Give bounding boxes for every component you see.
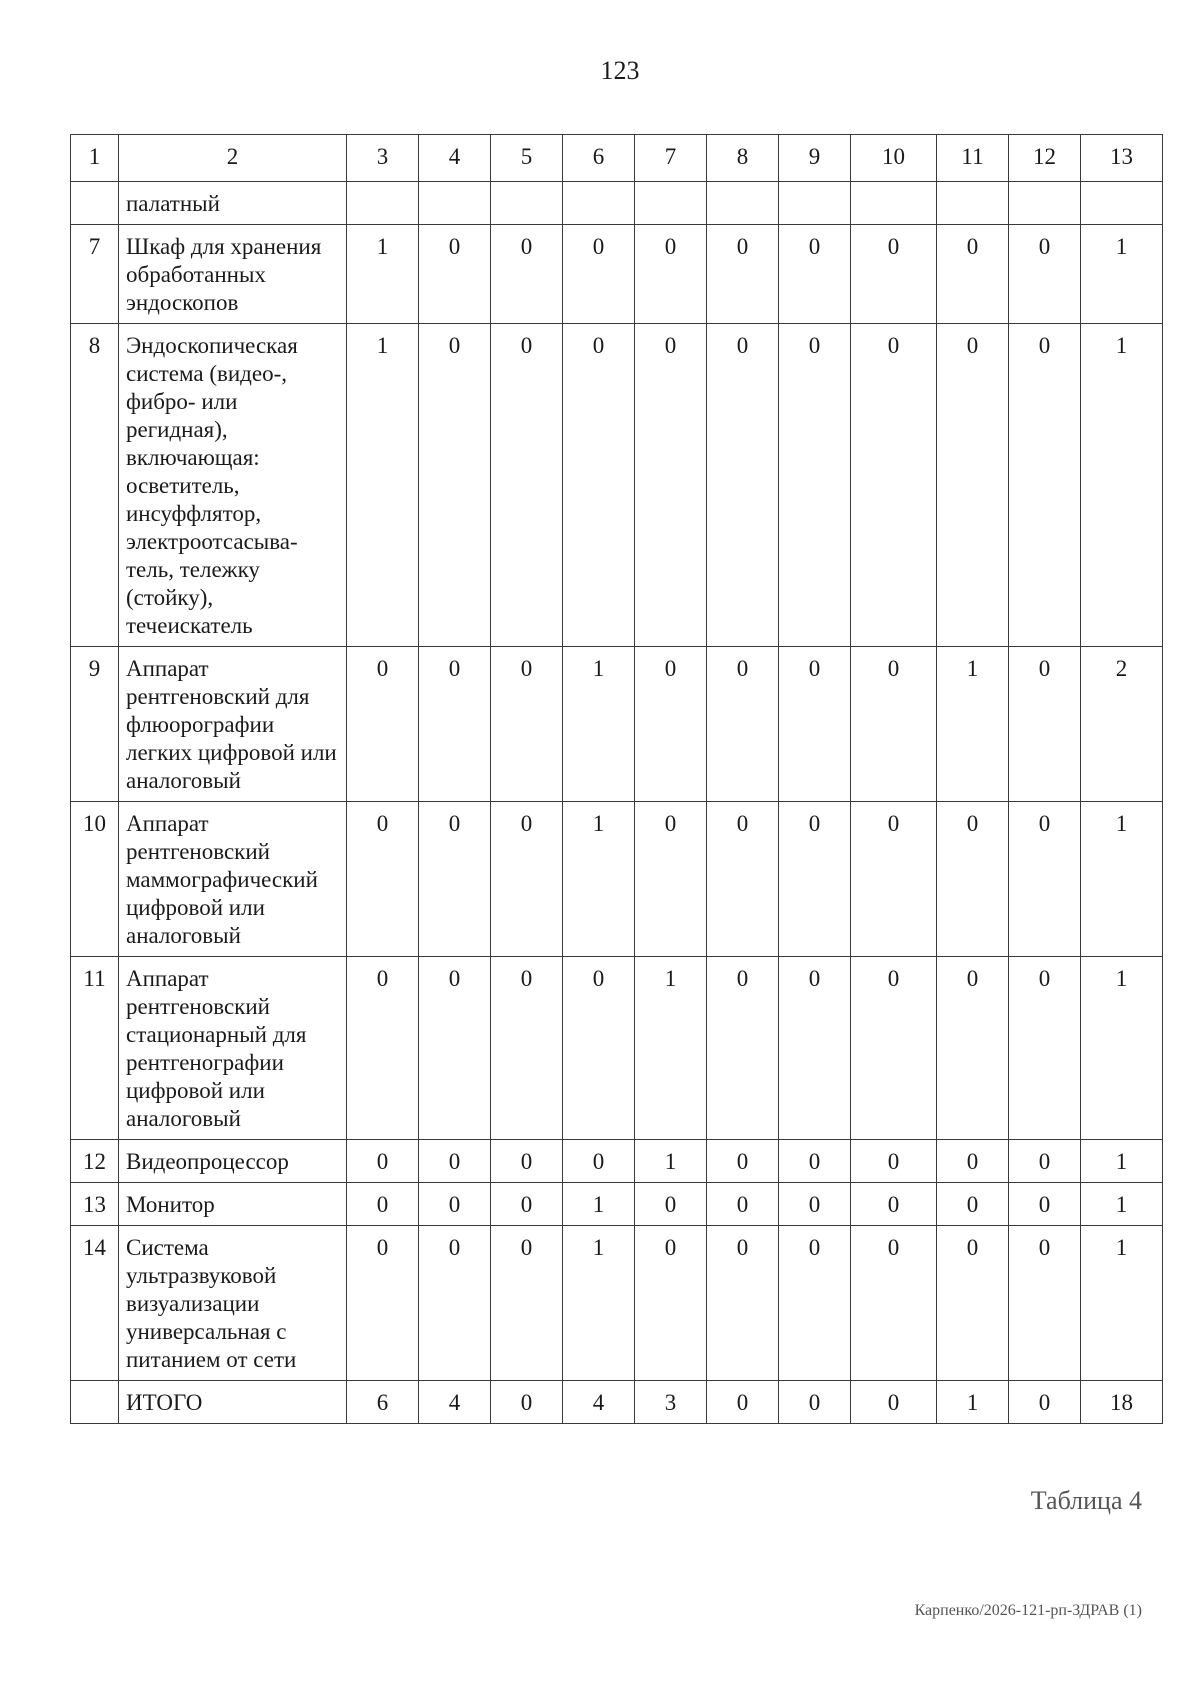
quantity-cell: 0: [779, 324, 851, 647]
quantity-cell: 0: [635, 802, 707, 957]
row-number-cell: 11: [71, 957, 119, 1140]
quantity-cell: [851, 182, 937, 225]
header-cell: 12: [1009, 135, 1081, 182]
quantity-cell: 0: [635, 1183, 707, 1226]
quantity-cell: 0: [779, 225, 851, 324]
row-number-cell: 13: [71, 1183, 119, 1226]
quantity-cell: 0: [851, 1381, 937, 1424]
equipment-name-cell: Аппарат рентгеновский маммографический цифровой или аналоговый: [119, 802, 347, 957]
quantity-cell: 2: [1081, 647, 1163, 802]
table-row: [71, 182, 1163, 225]
quantity-cell: [779, 182, 851, 225]
quantity-cell: 0: [1009, 1140, 1081, 1183]
quantity-cell: 0: [851, 225, 937, 324]
table-row: [71, 1381, 1163, 1424]
quantity-cell: 6: [347, 1381, 419, 1424]
quantity-cell: 0: [851, 324, 937, 647]
quantity-cell: 0: [937, 957, 1009, 1140]
quantity-cell: [1081, 182, 1163, 225]
table-header-row: [71, 135, 1163, 182]
quantity-cell: 1: [347, 324, 419, 647]
quantity-cell: 0: [419, 1183, 491, 1226]
quantity-cell: 0: [707, 1226, 779, 1381]
row-number-cell: 9: [71, 647, 119, 802]
quantity-cell: 4: [563, 1381, 635, 1424]
quantity-cell: [419, 182, 491, 225]
quantity-cell: 0: [419, 1226, 491, 1381]
quantity-cell: 0: [563, 957, 635, 1140]
quantity-cell: 1: [937, 1381, 1009, 1424]
header-cell: 2: [119, 135, 347, 182]
row-number-cell: [71, 1381, 119, 1424]
quantity-cell: 0: [491, 324, 563, 647]
quantity-cell: 0: [1009, 802, 1081, 957]
quantity-cell: 0: [347, 802, 419, 957]
quantity-cell: 0: [937, 802, 1009, 957]
equipment-name-cell: ИТОГО: [119, 1381, 347, 1424]
quantity-cell: 0: [419, 1140, 491, 1183]
table-caption: Таблица 4: [1030, 1486, 1142, 1515]
quantity-cell: 0: [491, 1140, 563, 1183]
quantity-cell: 1: [1081, 1140, 1163, 1183]
quantity-cell: 1: [1081, 957, 1163, 1140]
quantity-cell: 0: [707, 324, 779, 647]
quantity-cell: 0: [419, 802, 491, 957]
header-cell: 3: [347, 135, 419, 182]
quantity-cell: 0: [419, 957, 491, 1140]
quantity-cell: 0: [563, 324, 635, 647]
equipment-name-cell: Шкаф для хранения обработанных эндоскопов: [119, 225, 347, 324]
page-number: 123: [600, 56, 640, 85]
quantity-cell: 0: [779, 802, 851, 957]
table-row: [71, 1140, 1163, 1183]
quantity-cell: 1: [1081, 225, 1163, 324]
quantity-cell: [563, 182, 635, 225]
equipment-name-cell: Аппарат рентгеновский для флюорографии легких цифровой или аналоговый: [119, 647, 347, 802]
quantity-cell: 0: [491, 1226, 563, 1381]
quantity-cell: 0: [347, 1140, 419, 1183]
header-cell: 11: [937, 135, 1009, 182]
quantity-cell: 0: [851, 1183, 937, 1226]
quantity-cell: 1: [635, 1140, 707, 1183]
quantity-cell: 0: [491, 647, 563, 802]
header-cell: 6: [563, 135, 635, 182]
quantity-cell: 0: [779, 1226, 851, 1381]
equipment-name-cell: Видеопроцессор: [119, 1140, 347, 1183]
quantity-cell: 0: [937, 1226, 1009, 1381]
quantity-cell: 0: [851, 647, 937, 802]
table-row: [71, 647, 1163, 802]
quantity-cell: 1: [563, 1183, 635, 1226]
header-cell: 7: [635, 135, 707, 182]
quantity-cell: 0: [491, 1381, 563, 1424]
quantity-cell: 1: [347, 225, 419, 324]
table-row: [71, 1226, 1163, 1381]
quantity-cell: 0: [937, 225, 1009, 324]
row-number-cell: [71, 182, 119, 225]
quantity-cell: [491, 182, 563, 225]
quantity-cell: 0: [779, 1381, 851, 1424]
quantity-cell: 0: [635, 1226, 707, 1381]
quantity-cell: 1: [1081, 802, 1163, 957]
quantity-cell: 0: [779, 1140, 851, 1183]
table-row: [71, 1183, 1163, 1226]
equipment-name-cell: Эндоскопическая система (видео-, фибро- или регидная), включающая: осветитель, инсуффлятор, электроотсасыва-тель, тележку (стойку), течеискатель: [119, 324, 347, 647]
quantity-cell: [1009, 182, 1081, 225]
quantity-cell: 0: [937, 1140, 1009, 1183]
quantity-cell: 0: [1009, 225, 1081, 324]
quantity-cell: 0: [937, 324, 1009, 647]
header-cell: 13: [1081, 135, 1163, 182]
quantity-cell: 1: [563, 1226, 635, 1381]
quantity-cell: 4: [419, 1381, 491, 1424]
table-row: [71, 957, 1163, 1140]
quantity-cell: 0: [851, 957, 937, 1140]
quantity-cell: 0: [707, 647, 779, 802]
header-cell: 8: [707, 135, 779, 182]
quantity-cell: 0: [851, 802, 937, 957]
quantity-cell: [635, 182, 707, 225]
quantity-cell: 1: [635, 957, 707, 1140]
quantity-cell: 0: [347, 957, 419, 1140]
quantity-cell: 0: [779, 957, 851, 1140]
header-cell: 5: [491, 135, 563, 182]
row-number-cell: 8: [71, 324, 119, 647]
equipment-name-cell: Монитор: [119, 1183, 347, 1226]
quantity-cell: 0: [1009, 1183, 1081, 1226]
quantity-cell: 0: [707, 802, 779, 957]
quantity-cell: 0: [1009, 1226, 1081, 1381]
quantity-cell: 1: [1081, 1226, 1163, 1381]
quantity-cell: 0: [419, 647, 491, 802]
quantity-cell: 0: [851, 1226, 937, 1381]
quantity-cell: 0: [707, 1140, 779, 1183]
quantity-cell: 0: [707, 1183, 779, 1226]
row-number-cell: 12: [71, 1140, 119, 1183]
table-row: [71, 324, 1163, 647]
quantity-cell: 0: [1009, 324, 1081, 647]
quantity-cell: 0: [635, 225, 707, 324]
quantity-cell: 0: [851, 1140, 937, 1183]
quantity-cell: 0: [491, 1183, 563, 1226]
row-number-cell: 10: [71, 802, 119, 957]
quantity-cell: 1: [563, 647, 635, 802]
quantity-cell: 0: [1009, 957, 1081, 1140]
quantity-cell: 0: [347, 1183, 419, 1226]
row-number-cell: 14: [71, 1226, 119, 1381]
equipment-table: [70, 134, 1163, 1424]
header-cell: 4: [419, 135, 491, 182]
quantity-cell: 18: [1081, 1381, 1163, 1424]
quantity-cell: 0: [707, 1381, 779, 1424]
quantity-cell: [707, 182, 779, 225]
equipment-name-cell: палатный: [119, 182, 347, 225]
quantity-cell: 1: [1081, 1183, 1163, 1226]
document-footer: Карпенко/2026-121-рп-ЗДРАВ (1): [914, 1602, 1142, 1619]
quantity-cell: 0: [419, 225, 491, 324]
quantity-cell: 0: [563, 225, 635, 324]
quantity-cell: 0: [491, 957, 563, 1140]
table-row: [71, 802, 1163, 957]
row-number-cell: 7: [71, 225, 119, 324]
equipment-name-cell: Система ультразвуковой визуализации универсальная с питанием от сети: [119, 1226, 347, 1381]
quantity-cell: 0: [937, 1183, 1009, 1226]
table-row: [71, 225, 1163, 324]
quantity-cell: 0: [347, 1226, 419, 1381]
quantity-cell: 0: [707, 225, 779, 324]
quantity-cell: [937, 182, 1009, 225]
quantity-cell: 0: [779, 647, 851, 802]
header-cell: 1: [71, 135, 119, 182]
equipment-name-cell: Аппарат рентгеновский стационарный для рентгенографии цифровой или аналоговый: [119, 957, 347, 1140]
quantity-cell: 3: [635, 1381, 707, 1424]
quantity-cell: 1: [563, 802, 635, 957]
quantity-cell: 1: [937, 647, 1009, 802]
header-cell: 10: [851, 135, 937, 182]
quantity-cell: 0: [563, 1140, 635, 1183]
quantity-cell: 0: [1009, 647, 1081, 802]
quantity-cell: [347, 182, 419, 225]
quantity-cell: 0: [491, 225, 563, 324]
quantity-cell: 0: [1009, 1381, 1081, 1424]
quantity-cell: 0: [491, 802, 563, 957]
quantity-cell: 1: [1081, 324, 1163, 647]
quantity-cell: 0: [635, 324, 707, 647]
header-cell: 9: [779, 135, 851, 182]
quantity-cell: 0: [419, 324, 491, 647]
quantity-cell: 0: [707, 957, 779, 1140]
quantity-cell: 0: [635, 647, 707, 802]
quantity-cell: 0: [347, 647, 419, 802]
quantity-cell: 0: [779, 1183, 851, 1226]
